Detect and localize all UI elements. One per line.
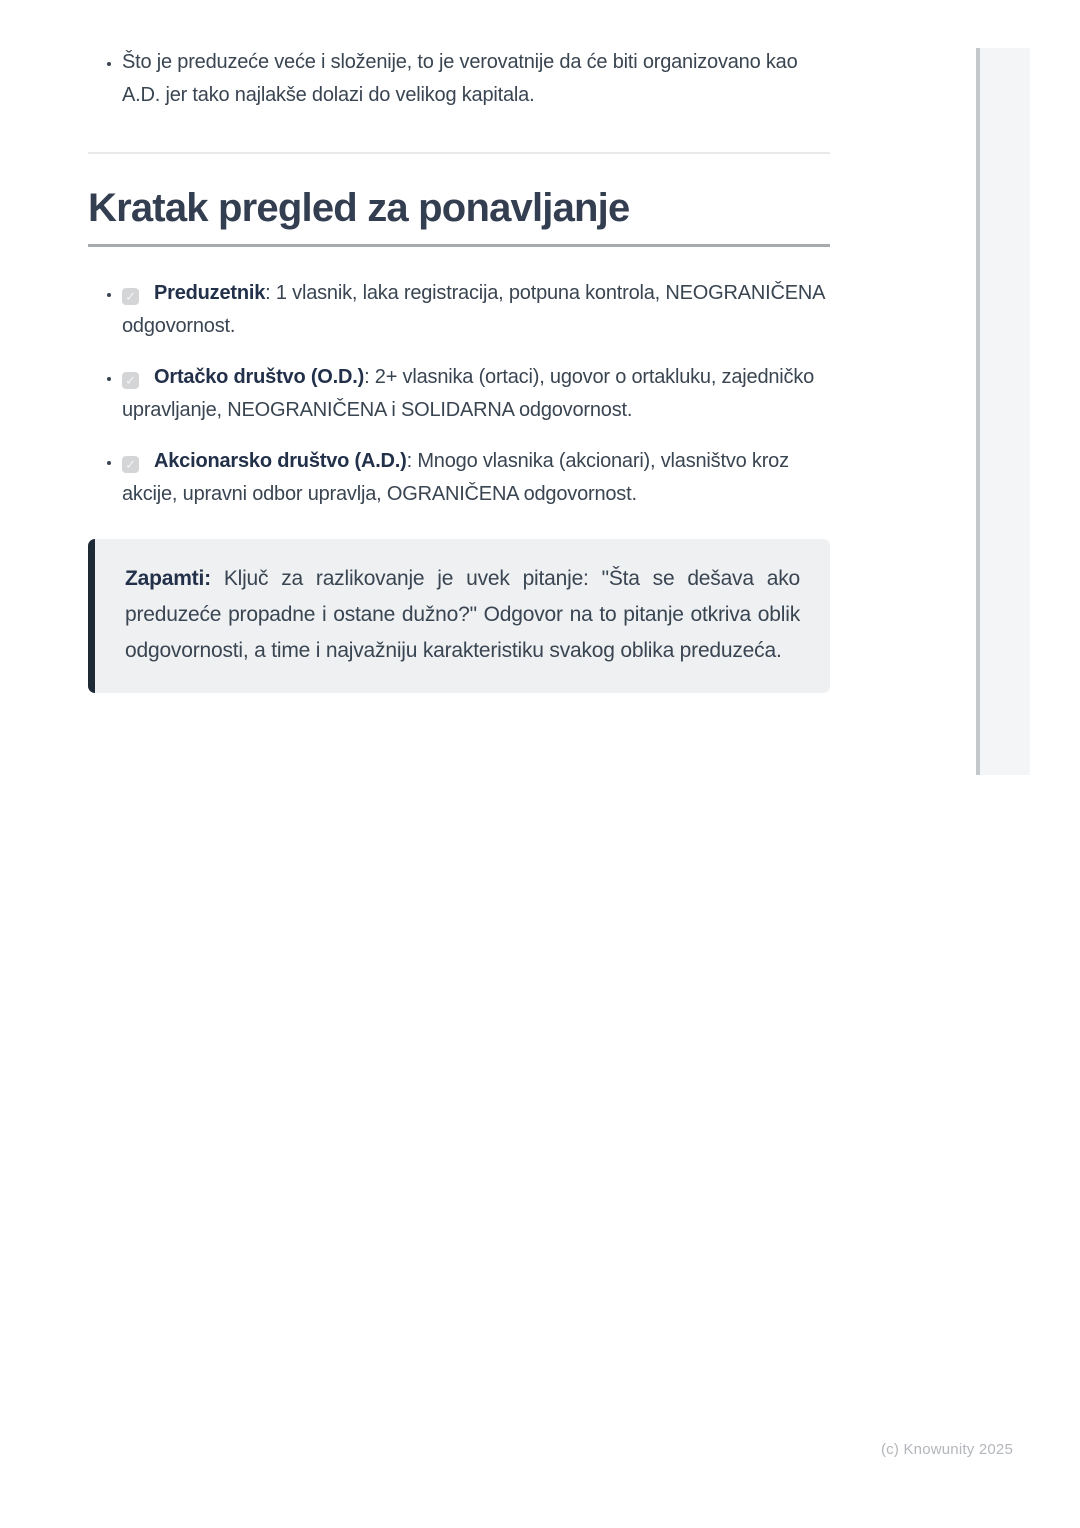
callout-label: Zapamti: [125,567,211,590]
checked-checkbox-icon[interactable]: ✓ [122,456,139,473]
section-heading: Kratak pregled za ponavljanje [88,186,830,247]
checklist-item [122,277,830,343]
document-page [88,0,830,693]
checklist-item-text: : 1 vlasnik, laka registracija, potpuna kontrola, NEOGRANIČENA odgovornost. [122,282,825,337]
checked-checkbox-icon[interactable]: ✓ [122,372,139,389]
checklist-item-label: Ortačko društvo (O.D.) [154,366,365,388]
checked-checkbox-icon[interactable]: ✓ [122,288,139,305]
footer-copyright: (c) Knowunity 2025 [880,1441,1013,1458]
section-divider [88,152,830,154]
intro-bullet-item: • Što je preduzeće veće i složenije, to je verovatnije da će biti organizovano kao A.D. jer tako najlakše dolazi do velikog kapitala. [122,46,830,112]
checklist-item [122,361,830,427]
intro-list [88,46,830,112]
callout-box [88,539,830,693]
scrollbar-track[interactable] [976,48,1030,775]
checklist-item [122,445,830,511]
checklist-item-label: Preduzetnik [154,282,266,304]
callout-text: Ključ za razlikovanje je uvek pitanje: "Šta se dešava ako preduzeće propadne i ostane dužno?" Odgovor na to pitanje otkriva oblik odgovornosti, a time i najvažniju karakteristiku svakog oblika preduzeća. [125,567,800,662]
checklist-item-text: : Mnogo vlasnika (akcionari), vlasništvo kroz akcije, upravni odbor upravlja, OGRANIČENA odgovornost. [122,450,789,505]
checklist [88,277,830,511]
checklist-item-text: : 2+ vlasnika (ortaci), ugovor o ortakluku, zajedničko upravljanje, NEOGRANIČENA i SOLIDARNA odgovornost. [122,366,815,421]
checklist-item-label: Akcionarsko društvo (A.D.) [154,450,407,472]
